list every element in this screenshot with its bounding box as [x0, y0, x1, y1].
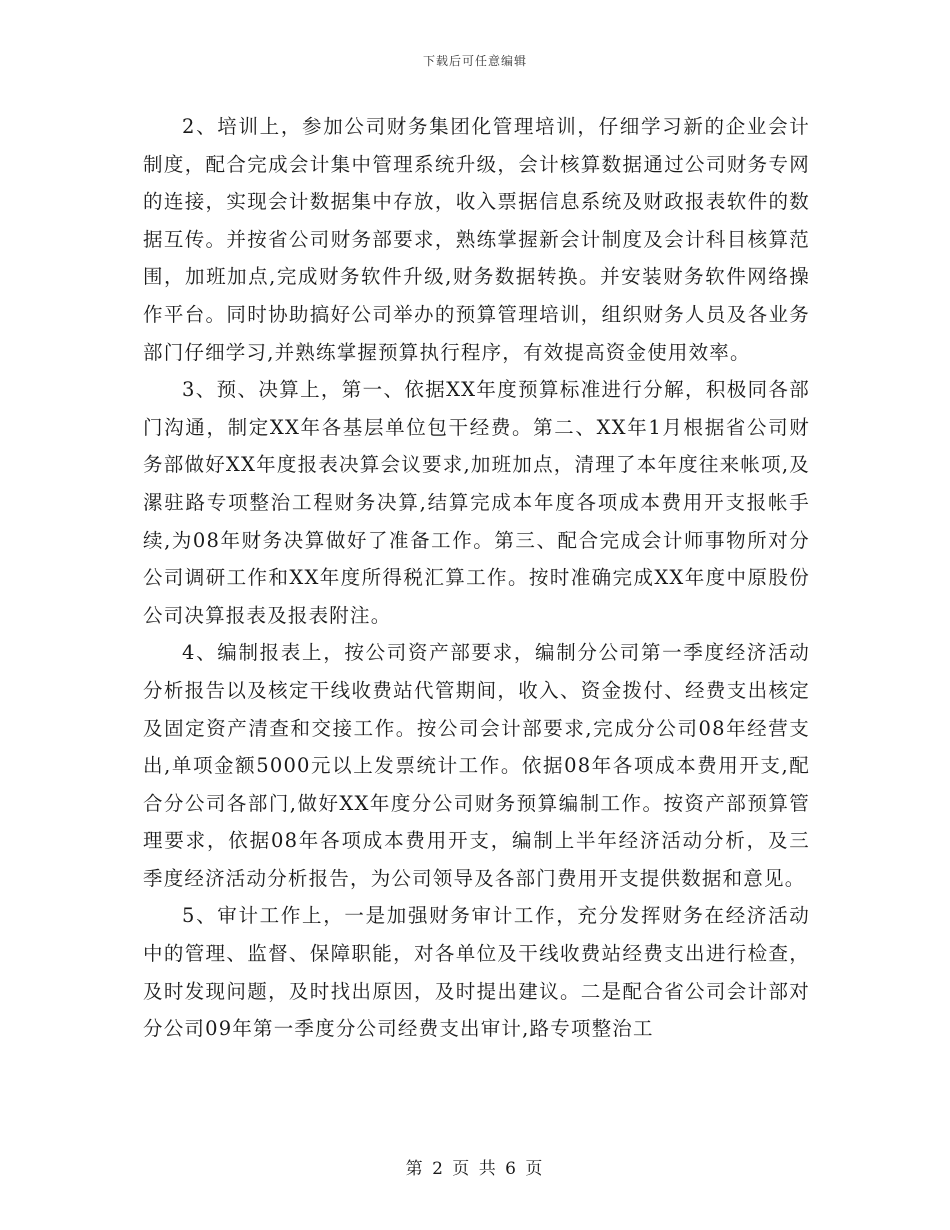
- paragraph-audit: 5、审计工作上，一是加强财务审计工作，充分发挥财务在经济活动中的管理、监督、保障职能，对各单位及干线收费站经费支出进行检查，及时发现问题，及时找出原因，及时提出建议。二是配合省公司会计部对分公司09年第一季度分公司经费支出审计,路专项整治工: [143, 904, 810, 1041]
- page-header: 下载后可任意编辑: [422, 54, 527, 68]
- page-number: 第 2 页 共 6 页: [405, 1159, 545, 1179]
- paragraph-training: 2、培训上，参加公司财务集团化管理培训，仔细学习新的企业会计制度，配合完成会计集中管理系统升级，会计核算数据通过公司财务专网的连接，实现会计数据集中存放，收入票据信息系统及财政报表软件的数据互传。并按省公司财务部要求，熟练掌握新会计制度及会计科目核算范围，加班加点,完成财务软件升级,财务数据转换。并安装财务软件网络操作平台。同时协助搞好公司举办的预算管理培训，组织财务人员及各业务部门仔细学习,并熟练掌握预算执行程序，有效提高资金使用效率。: [143, 115, 810, 364]
- document-body: [143, 108, 810, 1048]
- paragraph-reports: 4、编制报表上，按公司资产部要求，编制分公司第一季度经济活动分析报告以及核定干线收费站代管期间，收入、资金拨付、经费支出核定及固定资产清查和交接工作。按公司会计部要求,完成分公司08年经营支出,单项金额5000元以上发票统计工作。依据08年各项成本费用开支,配合分公司各部门,做好XX年度分公司财务预算编制工作。按资产部预算管理要求，依据08年各项成本费用开支，编制上半年经济活动分析，及三季度经济活动分析报告，为公司领导及各部门费用开支提供数据和意见。: [143, 641, 810, 890]
- paragraph-budget: 3、预、决算上，第一、依据XX年度预算标准进行分解，积极同各部门沟通，制定XX年各基层单位包干经费。第二、XX年1月根据省公司财务部做好XX年度报表决算会议要求,加班加点，清理了本年度往来帐项,及漯驻路专项整治工程财务决算,结算完成本年度各项成本费用开支报帐手续,为08年财务决算做好了准备工作。第三、配合完成会计师事物所对分公司调研工作和XX年度所得税汇算工作。按时准确完成XX年度中原股份公司决算报表及报表附注。: [143, 378, 810, 627]
